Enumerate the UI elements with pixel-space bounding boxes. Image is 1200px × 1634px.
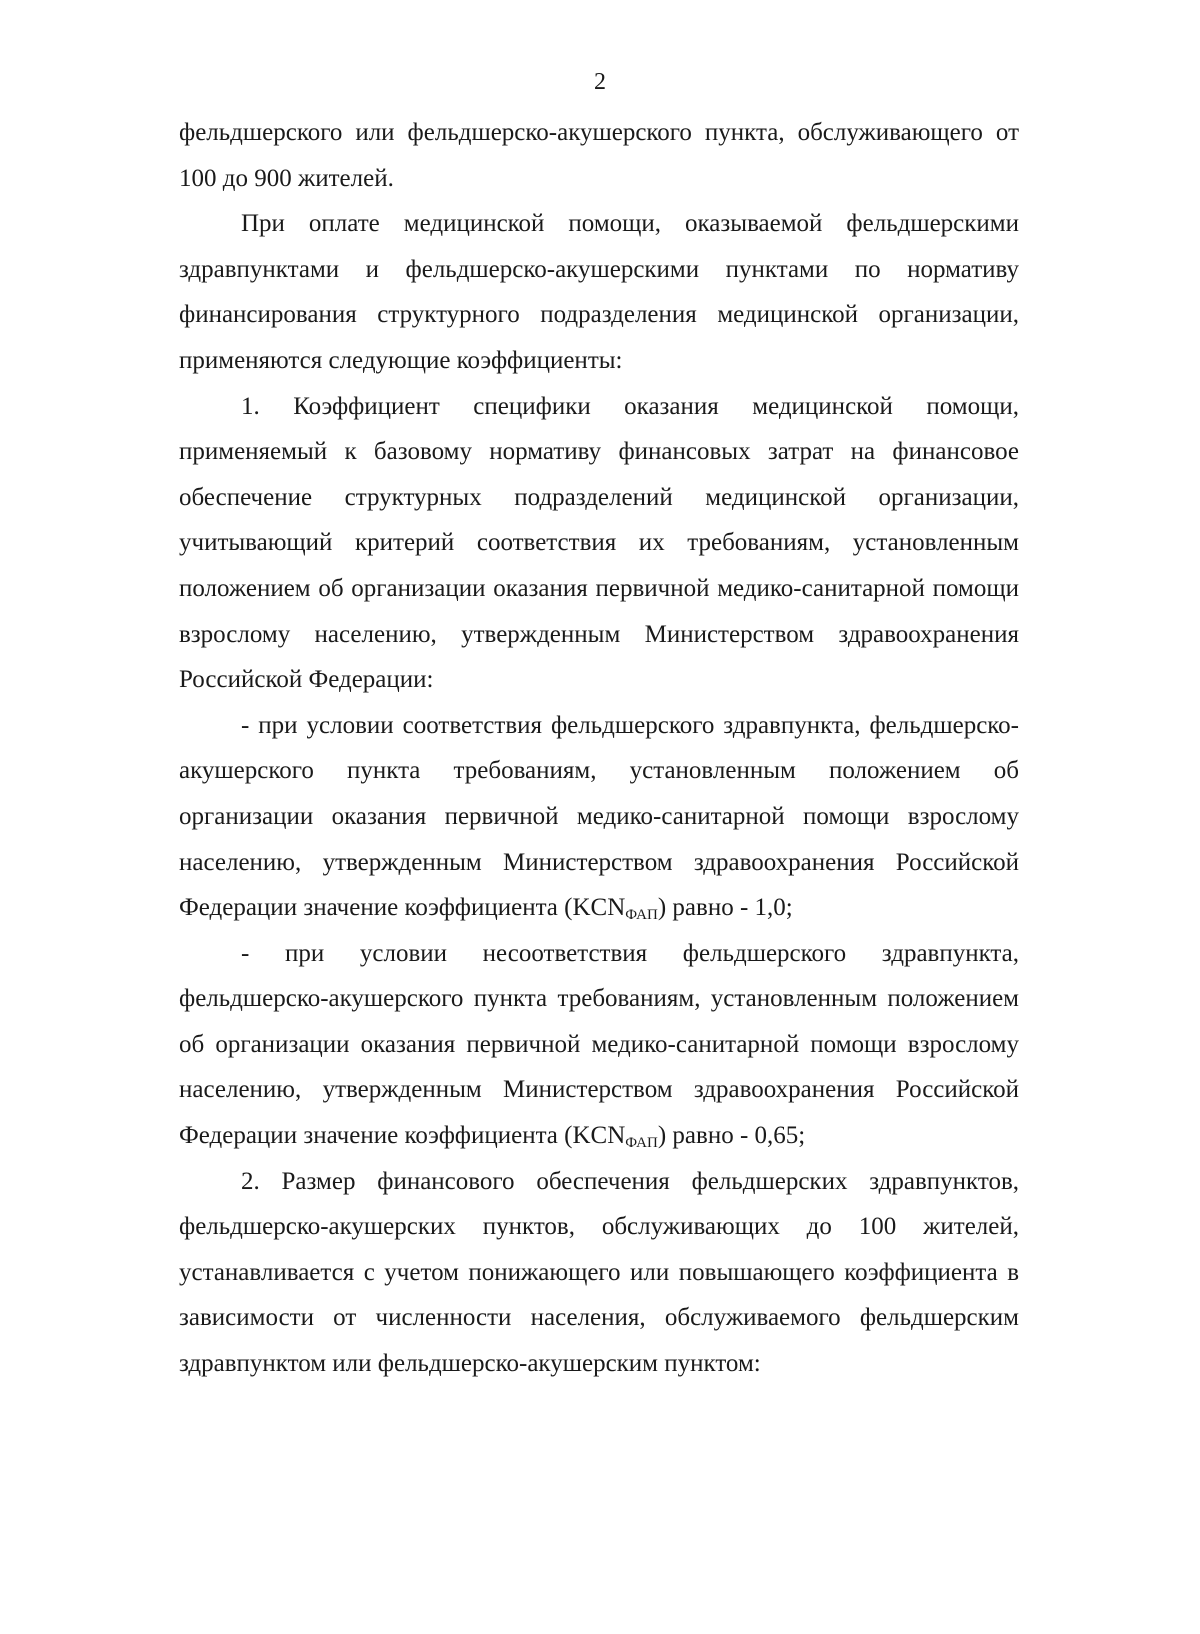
compliant-text: - при условии соответствия фельдшерского здравпункта, фельдшерско-акушерского пункта требованиям, установленным положением об организации оказания первичной медико-санитарной помощи взрослому населению, утвержденным Министерством здравоохранения Российской Федерации значение коэффициента (KCN xyxy=(179,711,1019,922)
paragraph-continuation: фельдшерского или фельдшерско-акушерского пункта, обслуживающего от 100 до 900 жителей. xyxy=(179,119,1019,192)
paragraph-compliant-condition xyxy=(179,703,1019,931)
paragraph-item-1: 1. Коэффициент специфики оказания медицинской помощи, применяемый к базовому нормативу финансовых затрат на финансовое обеспечение структурных подразделений медицинской организации, учитывающий критерий соответствия их требованиям, установленным положением об организации оказания первичной медико-санитарной помощи взрослому населению, утвержденным Министерством здравоохранения Российской Федерации: xyxy=(179,392,1019,694)
document-body xyxy=(179,110,1019,1387)
noncompliant-subscript: ФАП xyxy=(625,1135,658,1152)
paragraph-item-2: 2. Размер финансового обеспечения фельдшерских здравпунктов, фельдшерско-акушерских пунктов, обслуживающих до 100 жителей, устанавливается с учетом понижающего или повышающего коэффициента в зависимости от численности населения, обслуживаемого фельдшерским здравпунктом или фельдшерско-акушерским пунктом: xyxy=(179,1167,1019,1378)
compliant-value: ) равно - 1,0; xyxy=(657,894,793,922)
noncompliant-value: ) равно - 0,65; xyxy=(657,1122,806,1150)
paragraph-coefficients-intro: При оплате медицинской помощи, оказываемой фельдшерскими здравпунктами и фельдшерско-акушерскими пунктами по нормативу финансирования структурного подразделения медицинской организации, применяются следующие коэффициенты: xyxy=(179,210,1019,374)
compliant-subscript: ФАП xyxy=(625,907,658,924)
page-number: 2 xyxy=(594,69,606,95)
paragraph-noncompliant-condition xyxy=(179,931,1019,1159)
noncompliant-text: - при условии несоответствия фельдшерского здравпункта, фельдшерско-акушерского пункта требованиям, установленным положением об организации оказания первичной медико-санитарной помощи взрослому населению, утвержденным Министерством здравоохранения Российской Федерации значение коэффициента (KCN xyxy=(179,939,1019,1150)
